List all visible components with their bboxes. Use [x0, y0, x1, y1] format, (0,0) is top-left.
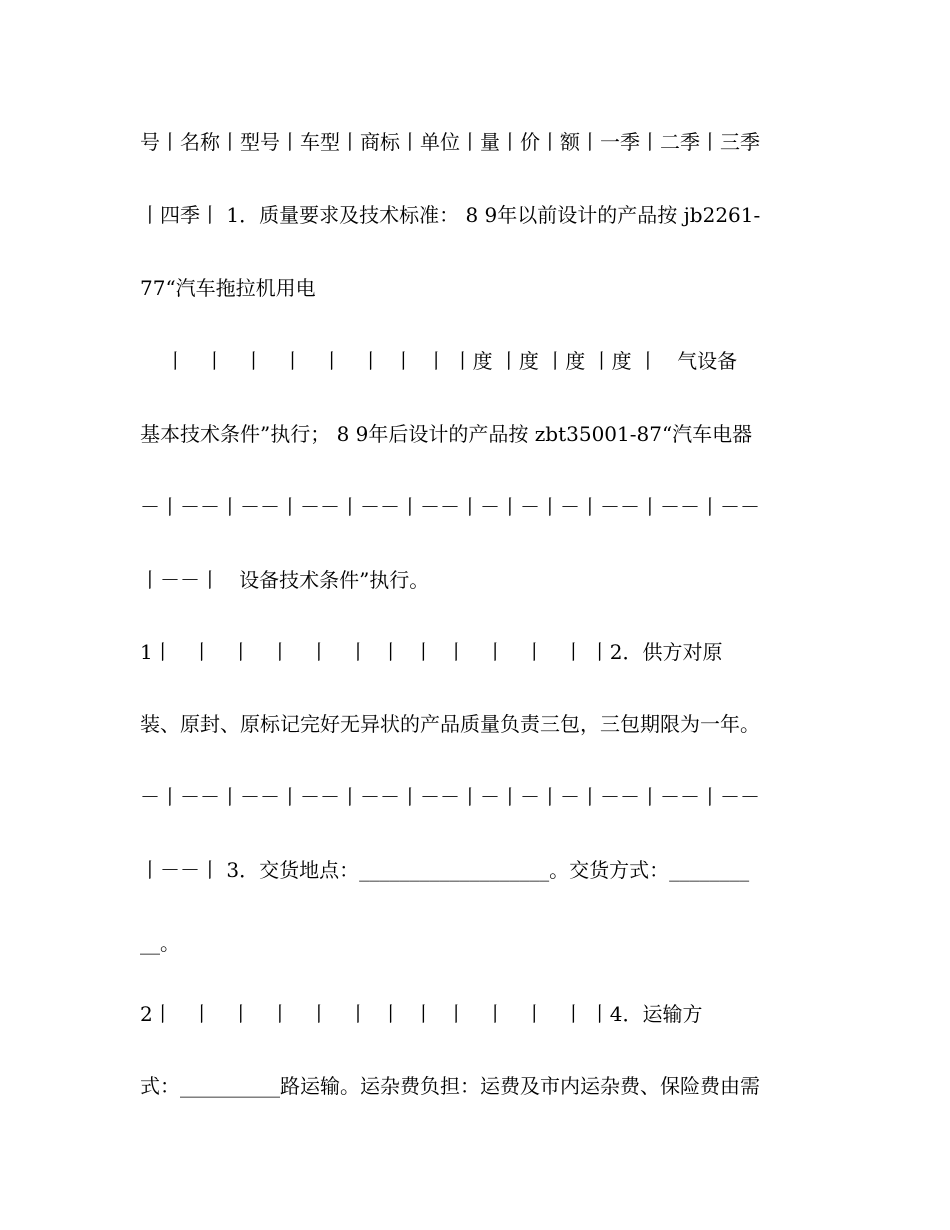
- text-line: 装、原封、原标记完好无异状的产品质量负责三包，三包期限为一年。: [140, 712, 760, 736]
- text-line: 基本技术条件”执行； 8 9年后设计的产品按 zbt35001-87“汽车电器: [140, 422, 753, 446]
- text-line: 丨－－丨 3．交货地点：___________________。交货方式：________: [140, 858, 750, 882]
- text-line: 1丨 丨 丨 丨 丨 丨 丨 丨 丨 丨 丨 丨 丨2．供方对原: [140, 640, 723, 664]
- text-line: 丨四季丨 1．质量要求及技术标准： 8 9年以前设计的产品按 jb2261-: [140, 203, 761, 227]
- text-line: 77“汽车拖拉机用电: [140, 276, 316, 300]
- text-line: －丨－－丨－－丨－－丨－－丨－－丨－丨－丨－丨－－丨－－丨－－: [140, 495, 760, 519]
- text-line: 号丨名称丨型号丨车型丨商标丨单位丨量丨价丨额丨一季丨二季丨三季: [140, 130, 760, 154]
- text-line: 丨－－丨 设备技术条件”执行。: [140, 568, 430, 592]
- text-line: －丨－－丨－－丨－－丨－－丨－－丨－丨－丨－丨－－丨－－丨－－: [140, 785, 760, 809]
- text-line: 2丨 丨 丨 丨 丨 丨 丨 丨 丨 丨 丨 丨 丨4．运输方: [140, 1002, 703, 1026]
- text-line: __。: [140, 931, 180, 955]
- text-line: 式：__________路运输。运杂费负担：运费及市内运杂费、保险费由需: [140, 1074, 760, 1098]
- text-line: 丨 丨 丨 丨 丨 丨 丨 丨 丨度 丨度 丨度 丨度 丨 气设备: [140, 349, 738, 373]
